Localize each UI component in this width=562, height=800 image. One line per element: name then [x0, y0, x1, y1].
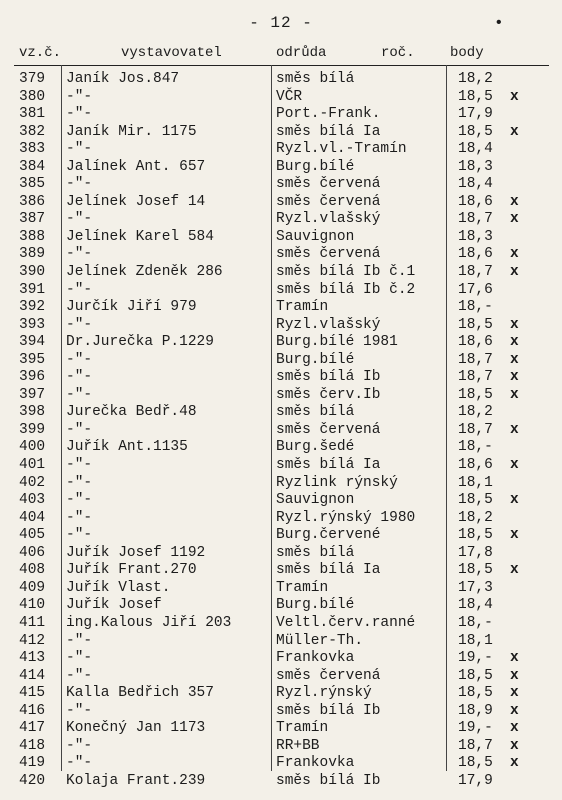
exhibitor-name: Juřík Frant.270 [66, 562, 197, 579]
exhibitor-name: Jelínek Karel 584 [66, 228, 214, 245]
table-row [0, 422, 562, 440]
entry-number: 387 [19, 211, 46, 228]
entry-number: 382 [19, 123, 46, 140]
points-value: 18,2 [458, 509, 493, 526]
table-row [0, 633, 562, 651]
entry-number: 402 [19, 474, 46, 491]
points-value: 18,2 [458, 71, 493, 87]
exhibitor-name: -"- [66, 755, 93, 772]
page-number: - 12 - [249, 14, 313, 32]
wine-variety: směs bílá Ib [276, 369, 381, 386]
exhibitor-name: Jalínek Ant. 657 [66, 158, 206, 175]
award-mark: x [510, 264, 519, 281]
wine-variety: směs bílá Ia [276, 457, 381, 474]
entry-number: 388 [19, 228, 46, 245]
points-value: 18,3 [458, 158, 493, 175]
entry-number: 416 [19, 702, 46, 719]
table-row [0, 510, 562, 528]
exhibitor-name: -"- [66, 211, 93, 228]
wine-variety: Tramín [276, 720, 329, 737]
entry-number: 405 [19, 527, 46, 544]
entry-number: 381 [19, 106, 46, 123]
wine-variety: směs bílá Ib [276, 702, 381, 719]
table-header [0, 45, 562, 63]
award-mark: x [510, 351, 519, 368]
points-value: 18,5 [458, 667, 493, 684]
exhibitor-name: -"- [66, 492, 93, 509]
table-row [0, 580, 562, 598]
award-mark: x [510, 667, 519, 684]
exhibitor-name: -"- [66, 316, 93, 333]
entry-number: 391 [19, 281, 46, 298]
points-value: 18,7 [458, 211, 493, 228]
entry-number: 392 [19, 299, 46, 316]
exhibitor-name: Juřík Ant.1135 [66, 439, 188, 456]
points-value: 18,5 [458, 88, 493, 105]
award-mark: x [510, 369, 519, 386]
exhibitor-name: Juřík Josef [66, 597, 162, 614]
entry-number: 393 [19, 316, 46, 333]
table-row [0, 457, 562, 475]
table-row [0, 264, 562, 282]
exhibitor-name: Jelínek Josef 14 [66, 193, 206, 210]
wine-variety: směs bílá Ib č.2 [276, 281, 416, 298]
points-value: 18,7 [458, 737, 493, 754]
wine-variety: Tramín [276, 299, 329, 316]
table-row [0, 317, 562, 335]
table-row [0, 106, 562, 124]
table-row [0, 71, 562, 89]
exhibitor-name: ing.Kalous Jiří 203 [66, 614, 232, 631]
wine-variety: Frankovka [276, 650, 355, 667]
points-value: 18,7 [458, 421, 493, 438]
wine-variety: Ryzl.vlašský [276, 211, 381, 228]
award-mark: x [510, 88, 519, 105]
points-value: 18,1 [458, 632, 493, 649]
entry-number: 410 [19, 597, 46, 614]
wine-variety: Sauvignon [276, 228, 355, 245]
wine-variety: Ryzl.vlašský [276, 316, 381, 333]
table-row [0, 159, 562, 177]
award-mark: x [510, 246, 519, 263]
wine-variety: směs bílá Ia [276, 123, 381, 140]
wine-variety: Ryzl.rýnský [276, 685, 372, 702]
exhibitor-name: -"- [66, 106, 93, 123]
header-points: body [450, 45, 484, 61]
table-row [0, 89, 562, 107]
table-row [0, 773, 562, 791]
table-row [0, 124, 562, 142]
table-row [0, 176, 562, 194]
award-mark: x [510, 123, 519, 140]
header-exhibitor: vystavovatel [121, 45, 222, 61]
points-value: 18,- [458, 614, 493, 631]
wine-variety: RR+BB [276, 737, 320, 754]
exhibitor-name: -"- [66, 246, 93, 263]
entry-number: 413 [19, 650, 46, 667]
points-value: 18,4 [458, 141, 493, 158]
wine-variety: Müller-Th. [276, 632, 364, 649]
points-value: 18,- [458, 439, 493, 456]
table-row [0, 685, 562, 703]
table-row [0, 229, 562, 247]
entry-number: 403 [19, 492, 46, 509]
exhibitor-name: Konečný Jan 1173 [66, 720, 206, 737]
entry-number: 390 [19, 264, 46, 281]
exhibitor-name: Kolaja Frant.239 [66, 772, 206, 789]
award-mark: x [510, 193, 519, 210]
entry-number: 418 [19, 737, 46, 754]
wine-variety: Tramín [276, 579, 329, 596]
wine-variety: VČR [276, 88, 303, 105]
wine-variety: směs červená [276, 176, 381, 193]
entry-number: 414 [19, 667, 46, 684]
entry-number: 412 [19, 632, 46, 649]
award-mark: x [510, 334, 519, 351]
points-value: 18,4 [458, 176, 493, 193]
award-mark: x [510, 527, 519, 544]
points-value: 18,6 [458, 334, 493, 351]
exhibitor-name: -"- [66, 667, 93, 684]
exhibitor-name: Juřík Josef 1192 [66, 544, 206, 561]
wine-variety: Port.-Frank. [276, 106, 381, 123]
exhibitor-name: -"- [66, 474, 93, 491]
wine-variety: Ryzl.vl.-Tramín [276, 141, 407, 158]
exhibitor-name: -"- [66, 88, 93, 105]
exhibitor-name: -"- [66, 527, 93, 544]
award-mark: x [510, 211, 519, 228]
table-row [0, 475, 562, 493]
table-row [0, 738, 562, 756]
entry-number: 400 [19, 439, 46, 456]
award-mark: x [510, 562, 519, 579]
exhibitor-name: -"- [66, 457, 93, 474]
wine-variety: směs červená [276, 246, 381, 263]
exhibitor-name: Jurčík Jiří 979 [66, 299, 197, 316]
table-row [0, 282, 562, 300]
wine-variety: směs bílá [276, 404, 355, 421]
table-row [0, 194, 562, 212]
table-row [0, 334, 562, 352]
wine-variety: směs červ.Ib [276, 386, 381, 403]
table-row [0, 439, 562, 457]
wine-variety: Ryzlink rýnský [276, 474, 398, 491]
exhibitor-name: -"- [66, 281, 93, 298]
entry-number: 411 [19, 614, 46, 631]
points-value: 18,3 [458, 228, 493, 245]
table-row [0, 545, 562, 563]
award-mark: x [510, 316, 519, 333]
points-value: 18,7 [458, 369, 493, 386]
points-value: 18,5 [458, 685, 493, 702]
exhibitor-name: -"- [66, 141, 93, 158]
points-value: 18,7 [458, 351, 493, 368]
points-value: 18,6 [458, 193, 493, 210]
wine-variety: Burg.bílé [276, 351, 355, 368]
points-value: 18,6 [458, 457, 493, 474]
entry-number: 406 [19, 544, 46, 561]
exhibitor-name: Juřík Vlast. [66, 579, 171, 596]
wine-variety: Burg.šedé [276, 439, 355, 456]
points-value: 17,9 [458, 772, 493, 789]
wine-variety: směs červená [276, 667, 381, 684]
exhibitor-name: -"- [66, 421, 93, 438]
points-value: 17,6 [458, 281, 493, 298]
wine-variety: Burg.bílé [276, 597, 355, 614]
wine-variety: Burg.červené [276, 527, 381, 544]
entry-number: 420 [19, 772, 46, 789]
entry-number: 379 [19, 71, 46, 87]
entry-number: 409 [19, 579, 46, 596]
wine-variety: směs bílá Ia [276, 562, 381, 579]
exhibitor-name: -"- [66, 509, 93, 526]
entry-number: 385 [19, 176, 46, 193]
entry-number: 383 [19, 141, 46, 158]
award-mark: x [510, 421, 519, 438]
table-row [0, 703, 562, 721]
wine-variety: Ryzl.rýnský 1980 [276, 509, 416, 526]
exhibitor-name: -"- [66, 632, 93, 649]
exhibitor-name: -"- [66, 737, 93, 754]
entry-number: 401 [19, 457, 46, 474]
wine-variety: Sauvignon [276, 492, 355, 509]
table-body [0, 71, 562, 790]
header-variety: odrůda [276, 45, 327, 61]
wine-variety: směs červená [276, 193, 381, 210]
header-num: vz.č. [19, 45, 62, 61]
exhibitor-name: -"- [66, 386, 93, 403]
entry-number: 404 [19, 509, 46, 526]
points-value: 18,5 [458, 562, 493, 579]
exhibitor-name: -"- [66, 650, 93, 667]
points-value: 18,2 [458, 404, 493, 421]
entry-number: 398 [19, 404, 46, 421]
table-row [0, 352, 562, 370]
entry-number: 408 [19, 562, 46, 579]
table-row [0, 246, 562, 264]
table-row [0, 527, 562, 545]
exhibitor-name: Jelínek Zdeněk 286 [66, 264, 223, 281]
exhibitor-name: -"- [66, 369, 93, 386]
points-value: 18,- [458, 299, 493, 316]
award-mark: x [510, 702, 519, 719]
wine-variety: Frankovka [276, 755, 355, 772]
entry-number: 386 [19, 193, 46, 210]
entry-number: 396 [19, 369, 46, 386]
table-row [0, 720, 562, 738]
exhibitor-name: Janík Mir. 1175 [66, 123, 197, 140]
points-value: 18,1 [458, 474, 493, 491]
entry-number: 417 [19, 720, 46, 737]
wine-variety: směs bílá Ib [276, 772, 381, 789]
exhibitor-name: -"- [66, 351, 93, 368]
wine-variety: směs bílá [276, 71, 355, 87]
wine-variety: směs bílá [276, 544, 355, 561]
points-value: 19,- [458, 650, 493, 667]
entry-number: 394 [19, 334, 46, 351]
wine-variety: Burg.bílé [276, 158, 355, 175]
entry-number: 384 [19, 158, 46, 175]
entry-number: 380 [19, 88, 46, 105]
entry-number: 395 [19, 351, 46, 368]
points-value: 18,7 [458, 264, 493, 281]
header-rule [14, 65, 549, 66]
points-value: 18,5 [458, 386, 493, 403]
points-value: 18,4 [458, 597, 493, 614]
table-row [0, 211, 562, 229]
table-row [0, 615, 562, 633]
award-mark: x [510, 457, 519, 474]
table-row [0, 404, 562, 422]
table-row [0, 492, 562, 510]
entry-number: 415 [19, 685, 46, 702]
points-value: 18,5 [458, 755, 493, 772]
points-value: 18,9 [458, 702, 493, 719]
table-row [0, 650, 562, 668]
points-value: 17,3 [458, 579, 493, 596]
exhibitor-name: Jurečka Bedř.48 [66, 404, 197, 421]
wine-variety: směs bílá Ib č.1 [276, 264, 416, 281]
points-value: 18,6 [458, 246, 493, 263]
award-mark: x [510, 685, 519, 702]
points-value: 18,5 [458, 527, 493, 544]
table-row [0, 562, 562, 580]
points-value: 18,5 [458, 123, 493, 140]
exhibitor-name: -"- [66, 702, 93, 719]
entry-number: 389 [19, 246, 46, 263]
exhibitor-name: Janík Jos.847 [66, 71, 180, 87]
award-mark: x [510, 492, 519, 509]
points-value: 18,5 [458, 316, 493, 333]
header-year: roč. [381, 45, 415, 61]
award-mark: x [510, 737, 519, 754]
points-value: 17,9 [458, 106, 493, 123]
points-value: 19,- [458, 720, 493, 737]
table-row [0, 299, 562, 317]
table-row [0, 755, 562, 773]
points-value: 17,8 [458, 544, 493, 561]
award-mark: x [510, 650, 519, 667]
table-row [0, 597, 562, 615]
table-row [0, 141, 562, 159]
wine-variety: směs červená [276, 421, 381, 438]
wine-variety: Burg.bílé 1981 [276, 334, 398, 351]
award-mark: x [510, 386, 519, 403]
exhibitor-name: Dr.Jurečka P.1229 [66, 334, 214, 351]
exhibitor-name: Kalla Bedřich 357 [66, 685, 214, 702]
entry-number: 399 [19, 421, 46, 438]
table-row [0, 387, 562, 405]
points-value: 18,5 [458, 492, 493, 509]
award-mark: x [510, 720, 519, 737]
table-row [0, 668, 562, 686]
entry-number: 397 [19, 386, 46, 403]
wine-variety: Veltl.červ.ranné [276, 614, 416, 631]
entry-number: 419 [19, 755, 46, 772]
table-row [0, 369, 562, 387]
award-mark: x [510, 755, 519, 772]
corner-mark: • [494, 14, 504, 32]
exhibitor-name: -"- [66, 176, 93, 193]
